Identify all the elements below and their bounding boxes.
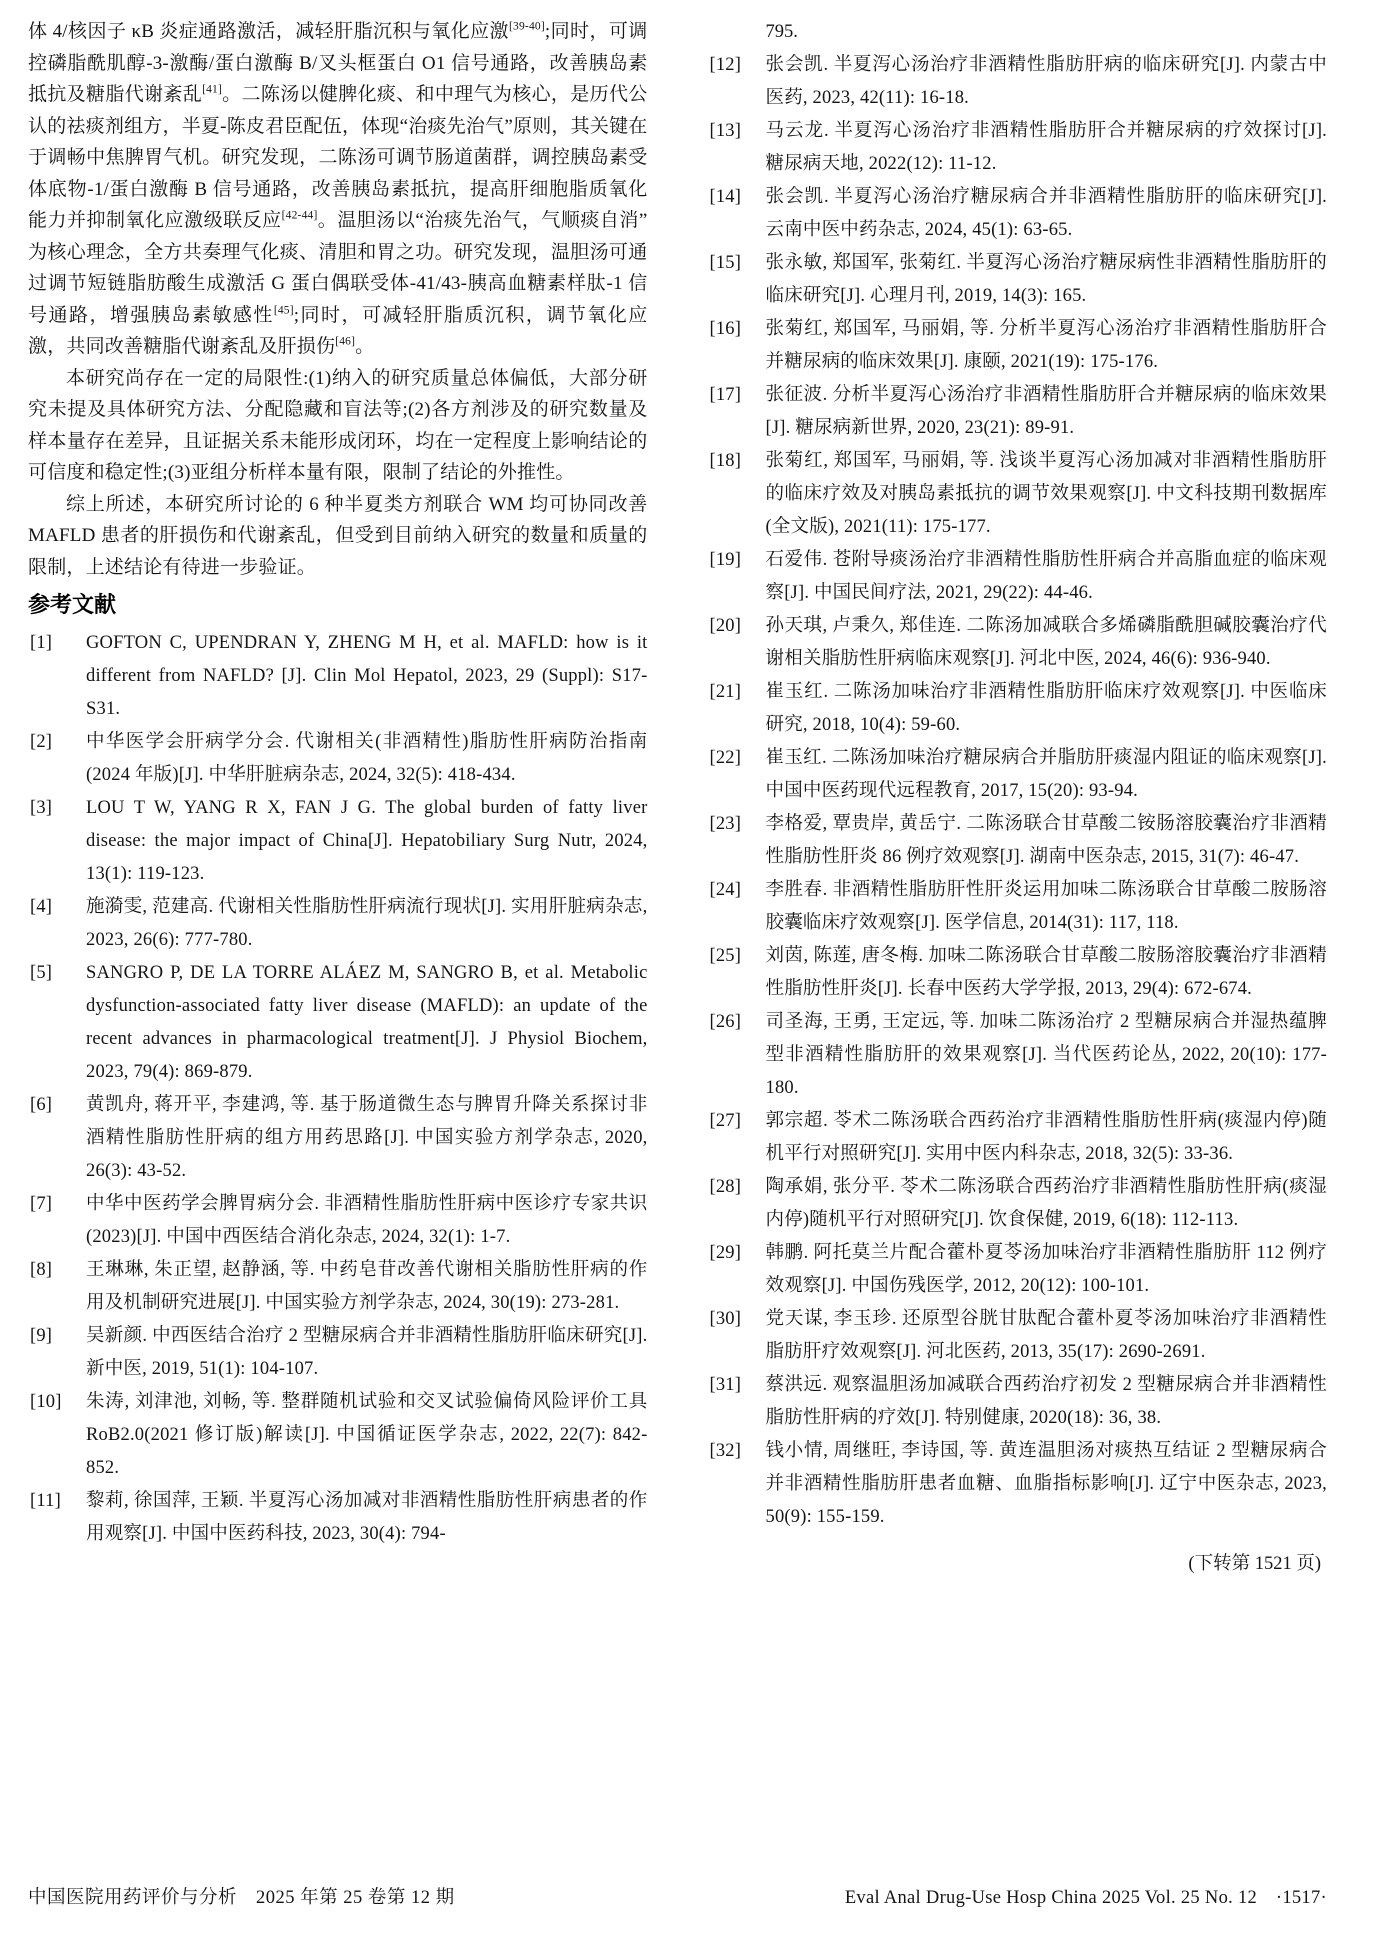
reference-number: [31] [709,1375,742,1395]
body-paragraph: 体 4/核因子 κB 炎症通路激活，减轻肝脂沉积与氧化应激[39-40];同时，可调控磷脂酰肌醇-3-激酶/蛋白激酶 B/叉头框蛋白 O1 信号通路，改善胰岛素抵抗及糖脂代谢紊乱[41]。二陈汤以健脾化痰、和中理气为核心，是历代公认的祛痰剂组方，半夏-陈皮君臣配伍，体现“治痰先治气”原则，其关键在于调畅中焦脾胃气机。研究发现，二陈汤可调节肠道菌群，调控胰岛素受体底物-1/蛋白激酶 B 信号通路，改善胰岛素抵抗，提高肝细胞脂质氧化能力并抑制氧化应激级联反应[42-44]。温胆汤以“治痰先治气，气顺痰自消”为核心理念，全方共奏理气化痰、清胆和胃之功。研究发现，温胆汤可通过调节短链脂肪酸生成激活 G 蛋白偶联受体-41/43-胰高血糖素样肽-1 信号通路，增强胰岛素敏感性[45];同时，可减轻肝脂质沉积，调节氧化应激，共同改善糖脂代谢紊乱及肝损伤[46]。 [28,20,648,357]
body-paragraph: 综上所述，本研究所讨论的 6 种半夏类方剂联合 WM 均可协同改善 MAFLD 患者的肝损伤和代谢紊乱，但受到目前纳入研究的数量和质量的限制，上述结论有待进一步验证。 [28,493,648,578]
page-footer [28,1886,1327,1910]
reference-text: 刘茵, 陈莲, 唐冬梅. 加味二陈汤联合甘草酸二胺肠溶胶囊治疗非酒精性脂肪性肝炎[J]. 长春中医药大学学报, 2013, 29(4): 672-674. [765,946,1327,999]
reference-number: [4] [30,897,53,917]
reference-text: 张永敏, 郑国军, 张菊红. 半夏泻心汤治疗糖尿病性非酒精性脂肪肝的临床研究[J]. 心理月刊, 2019, 14(3): 165. [765,253,1327,306]
reference-number: [9] [30,1326,53,1346]
reference-number: [13] [709,121,742,141]
reference-text: 李胜春. 非酒精性脂肪肝性肝炎运用加味二陈汤联合甘草酸二胺肠溶胶囊临床疗效观察[J]. 医学信息, 2014(31): 117, 118. [765,880,1327,933]
reference-text: 马云龙. 半夏泻心汤治疗非酒精性脂肪肝合并糖尿病的疗效探讨[J]. 糖尿病天地, 2022(12): 11-12. [765,121,1327,174]
reference-item [708,610,1328,676]
reference-number: [10] [30,1392,62,1412]
reference-number: [22] [709,748,742,768]
reference-text: 郭宗超. 苓术二陈汤联合西药治疗非酒精性脂肪性肝病(痰湿内停)随机平行对照研究[J]. 实用中医内科杂志, 2018, 32(5): 33-36. [765,1111,1327,1164]
reference-number: [28] [709,1177,742,1197]
reference-item [28,1188,648,1254]
reference-item [28,1320,648,1386]
reference-text: 李格爱, 覃贵岸, 黄岳宁. 二陈汤联合甘草酸二铵肠溶胶囊治疗非酒精性脂肪性肝炎 86 例疗效观察[J]. 湖南中医杂志, 2015, 31(7): 46-47. [765,814,1327,867]
article-body [28,16,648,583]
reference-number: [29] [709,1243,742,1263]
reference-item [708,247,1328,313]
reference-text: GOFTON C, UPENDRAN Y, ZHENG M H, et al. MAFLD: how is it different from NAFLD? [J]. Clin Mol Hepatol, 2023, 29 (Suppl): S17-S31. [86,633,648,719]
reference-number: [14] [709,187,742,207]
reference-number: [20] [709,616,742,636]
reference-item [708,940,1328,1006]
citation-superscript: [45] [273,304,294,317]
reference-item [708,676,1328,742]
reference-item [708,115,1328,181]
reference-number: [16] [709,319,742,339]
reference-number: [15] [709,253,742,273]
reference-text: 司圣海, 王勇, 王定远, 等. 加味二陈汤治疗 2 型糖尿病合并湿热蕴脾型非酒精性脂肪肝的效果观察[J]. 当代医药论丛, 2022, 20(10): 177-180. [765,1012,1327,1098]
footer-journal-title-en-page: Eval Anal Drug-Use Hosp China 2025 Vol. 25 No. 12 ·1517· [844,1888,1327,1908]
reference-item [28,726,648,792]
reference-text: 吴新颜. 中西医结合治疗 2 型糖尿病合并非酒精性脂肪肝临床研究[J]. 新中医, 2019, 51(1): 104-107. [86,1326,648,1379]
reference-text: SANGRO P, DE LA TORRE ALÁEZ M, SANGRO B, et al. Metabolic dysfunction-associated fatty liver disease (MAFLD): an update of the recent advances in pharmacological treatment[J]. J Physiol Biochem, 2023, 79(4): 869-879. [86,963,648,1082]
reference-text: 石爱伟. 苍附导痰汤治疗非酒精性脂肪性肝病合并高脂血症的临床观察[J]. 中国民间疗法, 2021, 29(22): 44-46. [765,550,1327,603]
citation-superscript: [39-40] [509,20,545,33]
reference-number: [8] [30,1260,53,1280]
reference-text: 黎莉, 徐国萍, 王颖. 半夏泻心汤加减对非酒精性脂肪性肝病患者的作用观察[J]. 中国中医药科技, 2023, 30(4): 794- [86,1491,648,1544]
reference-text: 蔡洪远. 观察温胆汤加减联合西药治疗初发 2 型糖尿病合并非酒精性脂肪性肝病的疗效[J]. 特别健康, 2020(18): 36, 38. [765,1375,1327,1428]
reference-item [708,874,1328,940]
reference-text: 钱小情, 周继旺, 李诗国, 等. 黄连温胆汤对痰热互结证 2 型糖尿病合并非酒精性脂肪肝患者血糖、血脂指标影响[J]. 辽宁中医杂志, 2023, 50(9): 155-159. [765,1441,1327,1527]
reference-text: 张菊红, 郑国军, 马丽娟, 等. 浅谈半夏泻心汤加减对非酒精性脂肪肝的临床疗效及对胰岛素抵抗的调节效果观察[J]. 中文科技期刊数据库(全文版), 2021(11): 175-177. [765,451,1327,537]
citation-superscript: [41] [202,83,223,96]
references-list-right [708,49,1328,1534]
reference-number: [18] [709,451,742,471]
reference-text: 中华中医药学会脾胃病分会. 非酒精性脂肪性肝病中医诊疗专家共识(2023)[J]. 中国中西医结合消化杂志, 2024, 32(1): 1-7. [86,1194,648,1247]
reference-number: [12] [709,55,742,75]
reference-item [28,891,648,957]
reference-number: [23] [709,814,742,834]
reference-item [708,1171,1328,1237]
right-column [708,16,1328,1581]
reference-text: LOU T W, YANG R X, FAN J G. The global burden of fatty liver disease: the major impact of China[J]. Hepatobiliary Surg Nutr, 2024, 13(1): 119-123. [86,798,648,884]
reference-item [708,49,1328,115]
reference-number: [25] [709,946,742,966]
reference-text: 张征波. 分析半夏泻心汤治疗非酒精性脂肪肝合并糖尿病的临床效果[J]. 糖尿病新世界, 2020, 23(21): 89-91. [765,385,1327,438]
reference-number: [32] [709,1441,742,1461]
reference-text: 陶承娟, 张分平. 苓术二陈汤联合西药治疗非酒精性脂肪性肝病(痰湿内停)随机平行对照研究[J]. 饮食保健, 2019, 6(18): 112-113. [765,1177,1327,1230]
reference-item [708,445,1328,544]
reference-number: [19] [709,550,742,570]
reference-item [28,627,648,726]
reference-text: 张会凯. 半夏泻心汤治疗非酒精性脂肪肝病的临床研究[J]. 内蒙古中医药, 2023, 42(11): 16-18. [765,55,1327,108]
citation-superscript: [46] [335,335,356,348]
continued-on-page-note: (下转第 1521 页) [1188,1554,1321,1574]
reference-number: [17] [709,385,742,405]
reference-number: [26] [709,1012,742,1032]
two-column-layout [28,16,1327,1581]
reference-text: 王琳琳, 朱正望, 赵静涵, 等. 中药皂苷改善代谢相关脂肪性肝病的作用及机制研究进展[J]. 中国实验方剂学杂志, 2024, 30(19): 273-281. [86,1260,648,1313]
reference-number: [5] [30,963,53,983]
reference-text: 孙天琪, 卢秉久, 郑佳连. 二陈汤加减联合多烯磷脂酰胆碱胶囊治疗代谢相关脂肪性肝病临床观察[J]. 河北中医, 2024, 46(6): 936-940. [765,616,1327,669]
reference-number: [21] [709,682,742,702]
reference-item [28,957,648,1089]
references-list-left [28,627,648,1551]
reference-item [708,544,1328,610]
reference-text: 崔玉红. 二陈汤加味治疗糖尿病合并脂肪肝痰湿内阻证的临床观察[J]. 中国中医药现代远程教育, 2017, 15(20): 93-94. [765,748,1327,801]
reference-item [708,181,1328,247]
reference-item [708,1105,1328,1171]
body-paragraph: 本研究尚存在一定的局限性:(1)纳入的研究质量总体偏低，大部分研究未提及具体研究方法、分配隐藏和盲法等;(2)各方剂涉及的研究数量及样本量存在差异，且证据关系未能形成闭环，均在一定程度上影响结论的可信度和稳定性;(3)亚组分析样本量有限，限制了结论的外推性。 [28,367,648,483]
reference-item [28,1089,648,1188]
reference-item [708,808,1328,874]
left-column [28,16,648,1581]
reference-text: 张会凯. 半夏泻心汤治疗糖尿病合并非酒精性脂肪肝的临床研究[J]. 云南中医中药杂志, 2024, 45(1): 63-65. [765,187,1327,240]
reference-carryover-line: 795. [765,22,798,42]
reference-number: [11] [30,1491,61,1511]
reference-number: [3] [30,798,53,818]
reference-text: 崔玉红. 二陈汤加味治疗非酒精性脂肪肝临床疗效观察[J]. 中医临床研究, 2018, 10(4): 59-60. [765,682,1327,735]
reference-text: 中华医学会肝病学分会. 代谢相关(非酒精性)脂肪性肝病防治指南(2024 年版)[J]. 中华肝脏病杂志, 2024, 32(5): 418-434. [86,732,648,785]
reference-number: [6] [30,1095,53,1115]
footer-journal-title-cn: 中国医院用药评价与分析 2025 年第 25 卷第 12 期 [28,1888,455,1908]
reference-item [28,1254,648,1320]
citation-superscript: [42-44] [281,209,318,222]
reference-number: [7] [30,1194,53,1214]
reference-item [708,313,1328,379]
reference-item [28,1386,648,1485]
reference-item [28,1485,648,1551]
reference-item [28,792,648,891]
reference-item [708,1303,1328,1369]
reference-number: [27] [709,1111,742,1131]
reference-item [708,742,1328,808]
reference-text: 张菊红, 郑国军, 马丽娟, 等. 分析半夏泻心汤治疗非酒精性脂肪肝合并糖尿病的临床效果[J]. 康颐, 2021(19): 175-176. [765,319,1327,372]
reference-text: 韩鹏. 阿托莫兰片配合藿朴夏苓汤加味治疗非酒精性脂肪肝 112 例疗效观察[J]. 中国伤残医学, 2012, 20(12): 100-101. [765,1243,1327,1296]
reference-number: [30] [709,1309,742,1329]
reference-number: [24] [709,880,742,900]
reference-number: [1] [30,633,53,653]
reference-text: 朱涛, 刘津池, 刘畅, 等. 整群随机试验和交叉试验偏倚风险评价工具 RoB2.0(2021 修订版)解读[J]. 中国循证医学杂志, 2022, 22(7): 842-852. [86,1392,648,1478]
references-heading: 参考文献 [28,592,117,617]
reference-item [708,379,1328,445]
reference-number: [2] [30,732,53,752]
reference-item [708,1435,1328,1534]
reference-text: 党天谋, 李玉珍. 还原型谷胱甘肽配合藿朴夏苓汤加味治疗非酒精性脂肪肝疗效观察[J]. 河北医药, 2013, 35(17): 2690-2691. [765,1309,1327,1362]
reference-item [708,1006,1328,1105]
reference-item [708,1237,1328,1303]
reference-item [708,1369,1328,1435]
reference-text: 黄凯舟, 蒋开平, 李建鸿, 等. 基于肠道微生态与脾胃升降关系探讨非酒精性脂肪性肝病的组方用药思路[J]. 中国实验方剂学杂志, 2020, 26(3): 43-52. [86,1095,648,1181]
reference-text: 施漪雯, 范建高. 代谢相关性脂肪性肝病流行现状[J]. 实用肝脏病杂志, 2023, 26(6): 777-780. [86,897,648,950]
